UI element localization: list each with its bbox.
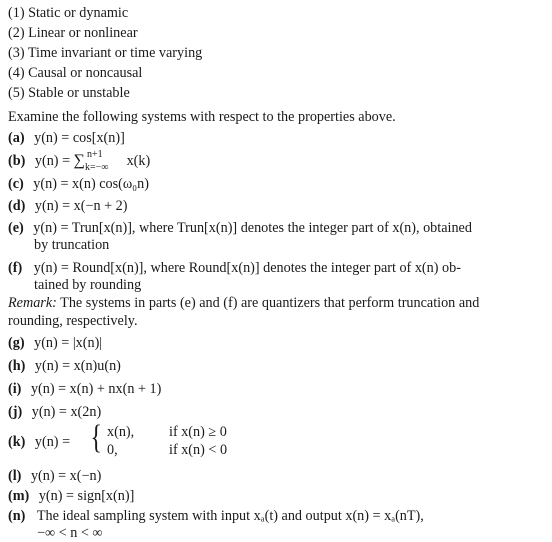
property-3: (3) Time invariant or time varying bbox=[8, 45, 203, 61]
item-f bbox=[8, 259, 461, 277]
item-i-label: (i) bbox=[8, 381, 22, 397]
item-a bbox=[8, 129, 125, 147]
item-k-case2-condition: if x(n) < 0 bbox=[169, 442, 228, 458]
item-e-label: (e) bbox=[8, 220, 24, 236]
item-m-expr: y(n) = sign[x(n)] bbox=[38, 488, 135, 504]
item-n bbox=[8, 507, 424, 525]
item-b-sub: k=−∞ bbox=[85, 162, 109, 173]
item-b bbox=[8, 149, 151, 173]
item-b-sup: n+1 bbox=[87, 149, 103, 160]
item-f-cont: tained by rounding bbox=[34, 277, 142, 293]
item-g bbox=[8, 334, 102, 352]
item-f-label: (f) bbox=[8, 260, 23, 276]
item-a-expr: y(n) = cos[x(n)] bbox=[34, 130, 125, 146]
item-d-label: (d) bbox=[8, 198, 26, 214]
item-h-label: (h) bbox=[8, 358, 26, 374]
remark-line1: The systems in parts (e) and (f) are quantizers that perform truncation and bbox=[56, 295, 480, 311]
item-n-cont: −∞ < n < ∞ bbox=[37, 525, 103, 541]
item-g-label: (g) bbox=[8, 335, 25, 351]
property-2: (2) Linear or nonlinear bbox=[8, 25, 138, 41]
item-e bbox=[8, 219, 472, 237]
property-5: (5) Stable or unstable bbox=[8, 85, 130, 101]
property-1: (1) Static or dynamic bbox=[8, 5, 129, 21]
item-c-label: (c) bbox=[8, 176, 24, 192]
item-k-label: (k) bbox=[8, 434, 26, 450]
item-b-lhs: y(n) = bbox=[34, 153, 74, 169]
item-b-label: (b) bbox=[8, 153, 26, 169]
item-m-label: (m) bbox=[8, 488, 30, 504]
item-i bbox=[8, 380, 161, 398]
remark bbox=[8, 294, 479, 312]
item-l-expr: y(n) = x(−n) bbox=[30, 468, 102, 484]
item-j-expr: y(n) = x(2n) bbox=[31, 404, 102, 420]
item-k-case2-value: 0, bbox=[107, 442, 118, 458]
item-m bbox=[8, 487, 134, 505]
item-b-sum: ∑ bbox=[73, 152, 86, 169]
item-n-line1: The ideal sampling system with input xₐ(t) and output x(n) = xₐ(nT), bbox=[36, 508, 424, 524]
item-k-case1-condition: if x(n) ≥ 0 bbox=[169, 424, 227, 440]
remark-label: Remark: bbox=[8, 295, 57, 311]
instruction-text: Examine the following systems with respect to the properties above. bbox=[8, 109, 396, 125]
item-e-line1: y(n) = Trun[x(n)], where Trun[x(n)] denotes the integer part of x(n), obtained bbox=[33, 220, 472, 236]
item-l bbox=[8, 467, 101, 485]
item-k-case1-value: x(n), bbox=[107, 424, 135, 440]
item-c-expr: y(n) = x(n) cos(ω₀n) bbox=[33, 176, 149, 192]
item-l-label: (l) bbox=[8, 468, 22, 484]
item-n-label: (n) bbox=[8, 508, 26, 524]
item-h bbox=[8, 357, 121, 375]
item-j-label: (j) bbox=[8, 404, 23, 420]
item-e-cont: by truncation bbox=[34, 237, 110, 253]
item-a-label: (a) bbox=[8, 130, 25, 146]
item-d-expr: y(n) = x(−n + 2) bbox=[34, 198, 128, 214]
left-brace-icon: { bbox=[90, 419, 102, 456]
remark-cont: rounding, respectively. bbox=[8, 313, 138, 329]
item-c bbox=[8, 175, 149, 193]
property-4: (4) Causal or noncausal bbox=[8, 65, 143, 81]
item-h-expr: y(n) = x(n)u(n) bbox=[34, 358, 121, 374]
item-j bbox=[8, 403, 101, 421]
item-k bbox=[8, 433, 70, 451]
item-i-expr: y(n) = x(n) + nx(n + 1) bbox=[30, 381, 162, 397]
item-k-lhs: y(n) = bbox=[34, 434, 71, 450]
item-d bbox=[8, 197, 127, 215]
item-f-line1: y(n) = Round[x(n)], where Round[x(n)] denotes the integer part of x(n) ob- bbox=[33, 260, 461, 276]
item-g-expr: y(n) = |x(n)| bbox=[34, 335, 103, 351]
item-b-rhs: x(k) bbox=[123, 153, 151, 169]
